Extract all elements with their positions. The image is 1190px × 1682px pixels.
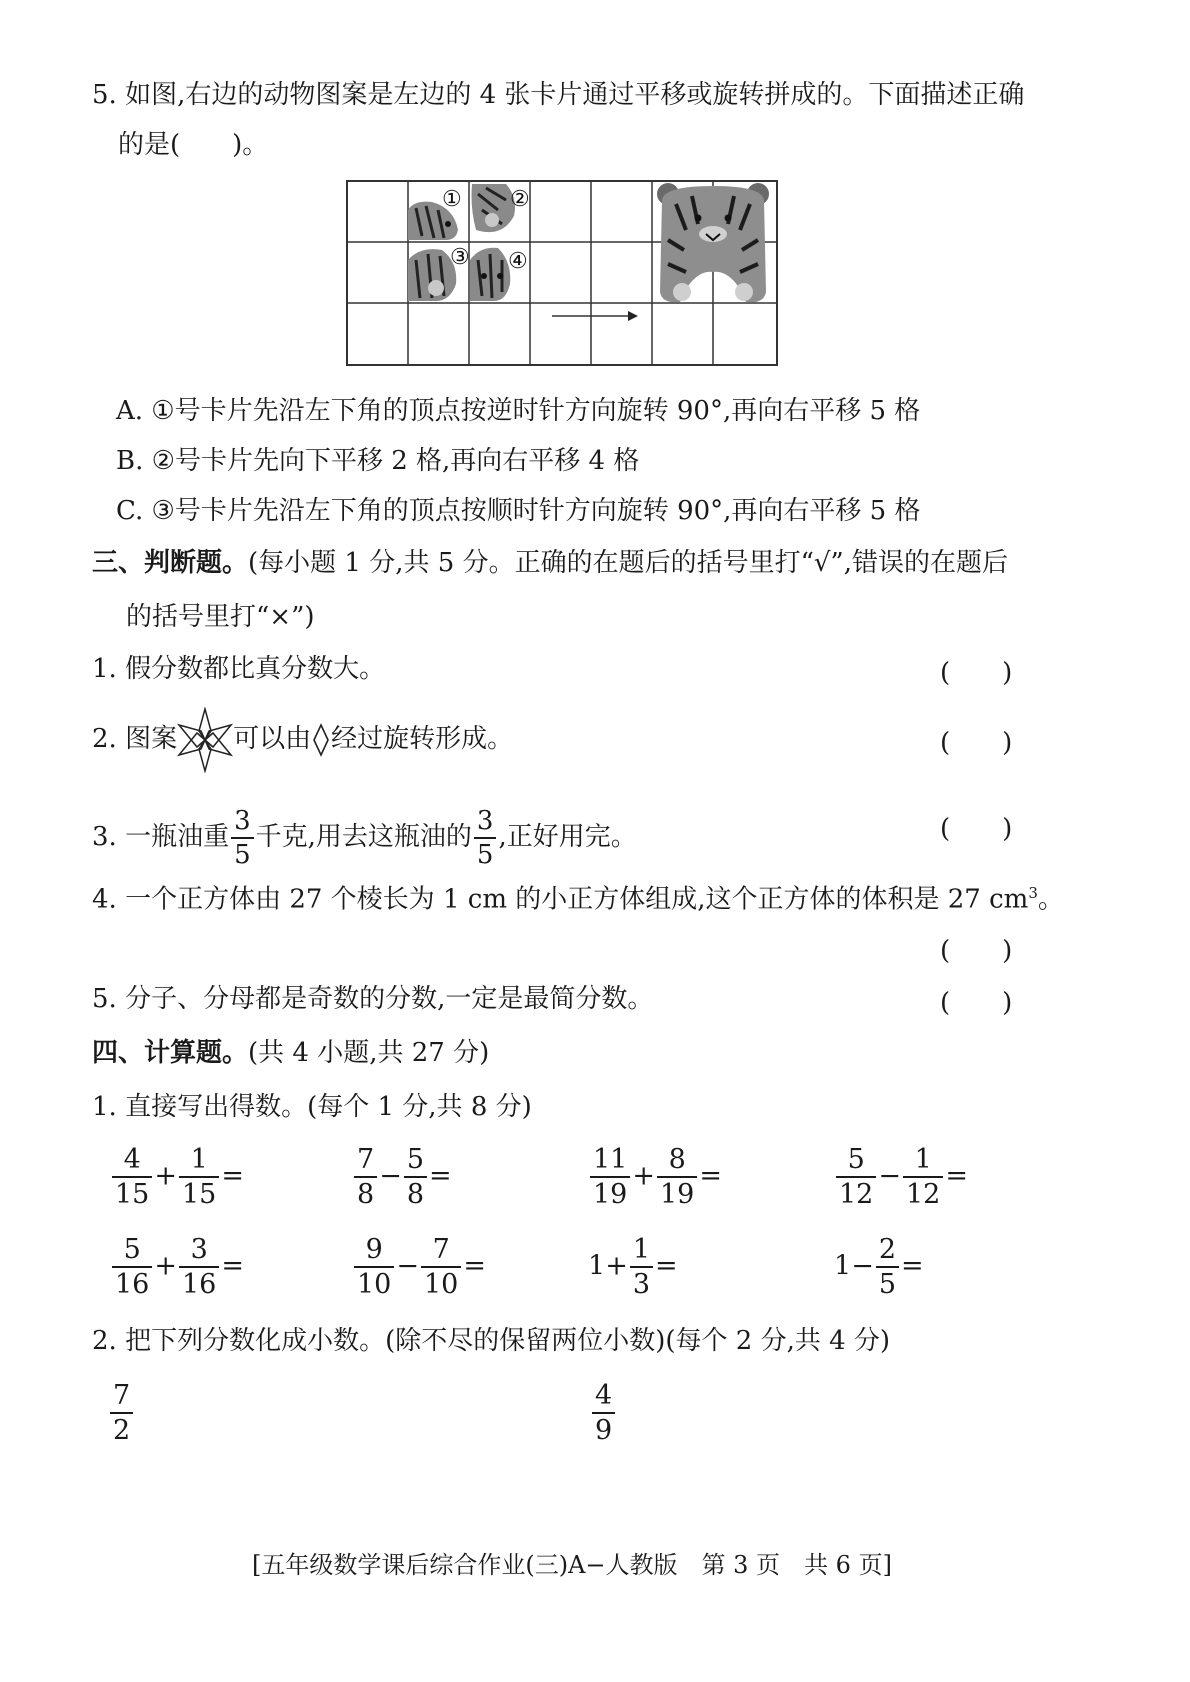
fraction-num: 7: [421, 1236, 461, 1268]
judge-q2-part1: 2. 图案: [92, 724, 178, 754]
operator: +: [632, 1160, 655, 1192]
judge-q3-part1: 3. 一瓶油重: [92, 822, 230, 852]
equals-sign: =: [463, 1250, 486, 1282]
fraction-num: 3: [179, 1236, 219, 1268]
equals-sign: =: [221, 1160, 244, 1192]
card-3-image: [408, 249, 456, 301]
fraction-num: 5: [112, 1236, 152, 1268]
fraction-den: 10: [357, 1269, 392, 1300]
calc-expr: [588, 1236, 678, 1298]
calc-expr: [352, 1146, 452, 1208]
fraction-num: 3: [474, 808, 497, 839]
fraction-den: 15: [181, 1179, 217, 1210]
judge-q3-part3: ,正好用完。: [498, 822, 637, 852]
fraction-num: 4: [592, 1382, 615, 1414]
section3-instructions-2: 的括号里打“×”): [126, 602, 315, 632]
judge-q4-end: 。: [1037, 884, 1064, 915]
q5-text: 5. 如图,右边的动物图案是左边的 4 张卡片通过平移或旋转拼成的。下面描述正确: [92, 80, 1025, 110]
card-label-4: ④: [508, 249, 528, 274]
fraction-num: 7: [354, 1146, 377, 1178]
calc-expr: [110, 1236, 244, 1298]
card-4-image: [470, 248, 510, 301]
section3-instructions: (每小题 1 分,共 5 分。正确的在题后的括号里打“√”,错误的在题后: [248, 548, 1008, 578]
whole-number: 1: [588, 1250, 606, 1282]
fraction-3-5-a: [231, 808, 254, 868]
judge-q4-text: 4. 一个正方体由 27 个棱长为 1 cm 的小正方体组成,这个正方体的体积是 27 cm: [92, 884, 1029, 915]
fraction-den: 3: [632, 1269, 650, 1300]
fraction-den: 9: [595, 1415, 613, 1446]
section4-title: 四、计算题。: [92, 1038, 249, 1068]
answer-paren-5[interactable]: ( ): [940, 988, 1013, 1018]
rhombus-icon: [311, 723, 331, 757]
judge-q2-part3: 经过旋转形成。: [331, 724, 514, 754]
judge-q1: 1. 假分数都比真分数大。: [92, 654, 386, 684]
fraction-den: 19: [659, 1179, 695, 1210]
equals-sign: =: [699, 1160, 722, 1192]
q5-option-c: C. ③号卡片先沿左下角的顶点按顺时针方向旋转 90°,再向右平移 5 格: [116, 496, 921, 526]
fraction-den: 16: [181, 1269, 217, 1300]
card-label-3: ③: [450, 245, 470, 270]
fraction-num: 9: [354, 1236, 394, 1268]
operator: +: [605, 1250, 628, 1282]
fraction-num: 4: [112, 1146, 152, 1178]
answer-paren-4[interactable]: ( ): [940, 936, 1013, 966]
card-2-image: [472, 184, 516, 232]
equals-sign: =: [655, 1250, 678, 1282]
convert-fraction-1: [108, 1382, 135, 1444]
fraction-num: 5: [836, 1146, 876, 1178]
judge-q4-superscript: 3: [1028, 884, 1038, 902]
judge-q2: [92, 722, 513, 757]
operator: +: [154, 1160, 177, 1192]
page-footer: [五年级数学课后综合作业(三)A−人教版 第 3 页 共 6 页]: [252, 1551, 892, 1579]
equals-sign: =: [429, 1160, 452, 1192]
judge-q5: 5. 分子、分母都是奇数的分数,一定是最简分数。: [92, 984, 654, 1014]
fraction-num: 7: [110, 1382, 133, 1414]
answer-paren-3[interactable]: ( ): [940, 814, 1013, 844]
section3-title: 三、判断题。: [92, 548, 249, 578]
fraction-den: 8: [406, 1179, 424, 1210]
fraction-den: 12: [839, 1179, 874, 1210]
convert-fraction-2: [590, 1382, 617, 1444]
calc-expr: [834, 1146, 968, 1208]
card-label-2: ②: [510, 187, 530, 212]
section4-heading: [92, 1036, 489, 1070]
fraction-den: 5: [476, 840, 494, 870]
q5-option-b: B. ②号卡片先向下平移 2 格,再向右平移 4 格: [116, 446, 640, 476]
fraction-den: 12: [905, 1179, 941, 1210]
calc-expr: [588, 1146, 722, 1208]
fraction-num: 11: [590, 1146, 630, 1178]
fraction-den: 16: [115, 1269, 150, 1300]
fraction-den: 8: [357, 1179, 375, 1210]
q5-option-a: A. ①号卡片先沿左下角的顶点按逆时针方向旋转 90°,再向右平移 5 格: [116, 396, 921, 426]
section4-sub2: 2. 把下列分数化成小数。(除不尽的保留两位小数)(每个 2 分,共 4 分): [92, 1326, 891, 1356]
fraction-num: 3: [231, 808, 254, 839]
hexagram-pattern-icon: [177, 707, 233, 773]
q5-text-2: 的是( )。: [118, 130, 269, 160]
fraction-num: 1: [630, 1236, 653, 1268]
operator: −: [851, 1250, 874, 1282]
section3-heading: [92, 546, 1008, 580]
section4-sub1: 1. 直接写出得数。(每个 1 分,共 8 分): [92, 1092, 532, 1122]
fraction-num: 1: [179, 1146, 219, 1178]
fraction-den: 10: [423, 1269, 459, 1300]
fraction-den: 5: [234, 840, 251, 870]
judge-q3: [92, 808, 637, 868]
fraction-num: 8: [657, 1146, 697, 1178]
card-label-1: ①: [442, 187, 462, 212]
equals-sign: =: [945, 1160, 968, 1192]
judge-q3-part2: 千克,用去这瓶油的: [255, 822, 472, 852]
operator: +: [154, 1250, 177, 1282]
judge-q4: [92, 876, 1064, 917]
tiling-grid: [346, 180, 780, 368]
fraction-den: 5: [878, 1269, 896, 1300]
equals-sign: =: [221, 1250, 244, 1282]
fraction-num: 2: [876, 1236, 899, 1268]
fraction-den: 2: [113, 1415, 131, 1446]
operator: −: [878, 1160, 901, 1192]
operator: −: [379, 1160, 402, 1192]
answer-paren-1[interactable]: ( ): [940, 658, 1013, 688]
calc-expr: [352, 1236, 486, 1298]
answer-paren-2[interactable]: ( ): [940, 728, 1013, 758]
fraction-num: 5: [404, 1146, 427, 1178]
calc-expr: [834, 1236, 924, 1298]
fraction-den: 15: [115, 1179, 150, 1210]
judge-q2-part2: 可以由: [233, 724, 312, 754]
whole-number: 1: [834, 1250, 852, 1282]
calc-expr: [110, 1146, 244, 1208]
fraction-num: 1: [903, 1146, 943, 1178]
operator: −: [396, 1250, 419, 1282]
fraction-3-5-b: [474, 808, 497, 868]
section4-title-rest: (共 4 小题,共 27 分): [248, 1038, 490, 1068]
equals-sign: =: [901, 1250, 924, 1282]
fraction-den: 19: [593, 1179, 628, 1210]
